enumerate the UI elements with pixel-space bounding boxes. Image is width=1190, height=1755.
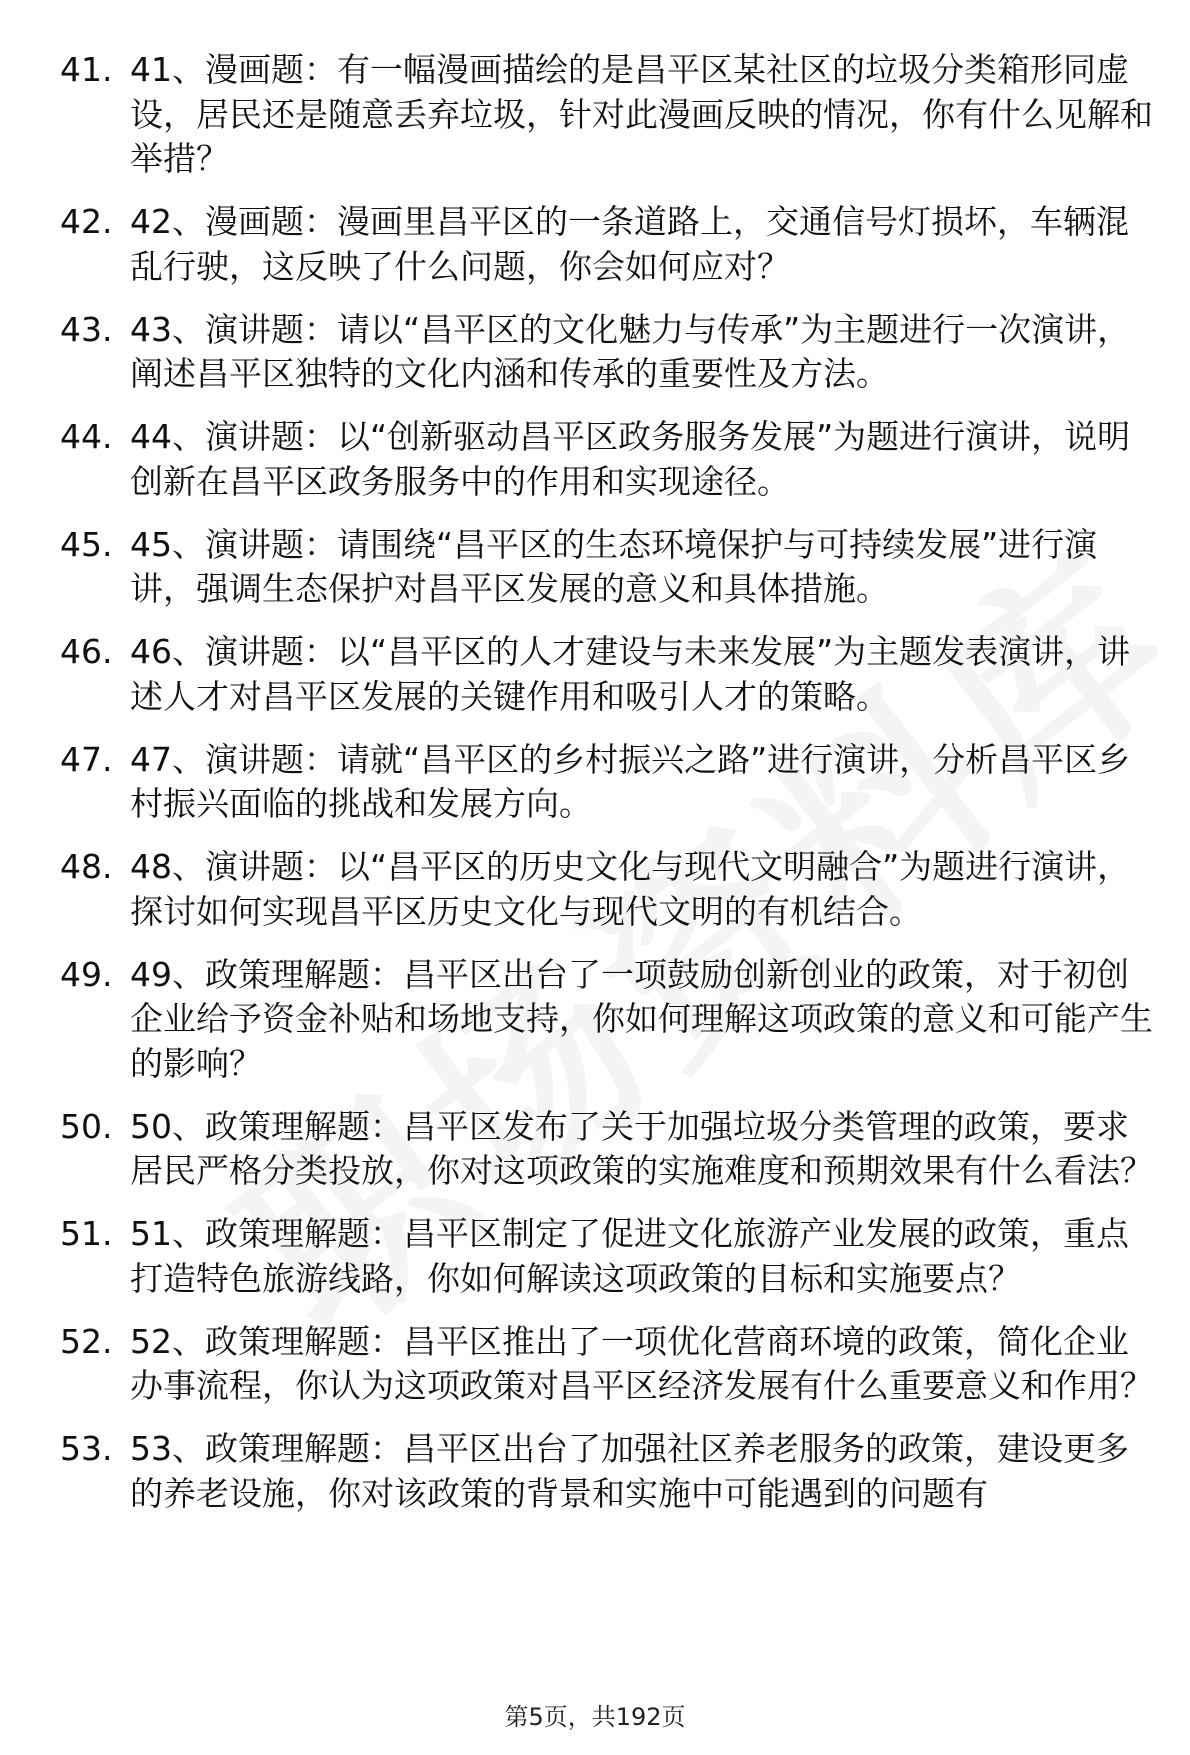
question-item: [60, 953, 1155, 1087]
question-item: [60, 308, 1155, 397]
question-number: 48.: [60, 847, 113, 886]
question-number: 47.: [60, 739, 113, 779]
question-item: [60, 1320, 1155, 1409]
question-text: 47、演讲题：请就“昌平区的乡村振兴之路”进行演讲，分析昌平区乡村振兴面临的挑战和发展方向。: [130, 739, 1131, 823]
question-text: 46、演讲题：以“昌平区的人才建设与未来发展”为主题发表演讲，讲述人才对昌平区发展的关键作用和吸引人才的策略。: [130, 632, 1131, 716]
question-item: [60, 1212, 1155, 1301]
question-item: [60, 200, 1155, 289]
question-number: 52.: [60, 1321, 113, 1361]
question-item: [60, 845, 1155, 934]
question-text: 52、政策理解题：昌平区推出了一项优化营商环境的政策，简化企业办事流程，你认为这项政策对昌平区经济发展有什么重要意义和作用？: [130, 1321, 1153, 1405]
question-item: [60, 738, 1155, 827]
question-number: 50.: [60, 1106, 113, 1146]
question-number: 43.: [60, 309, 113, 349]
question-number: 41.: [60, 50, 113, 89]
question-item: [60, 48, 1155, 182]
question-text: 51、政策理解题：昌平区制定了促进文化旅游产业发展的政策，重点打造特色旅游线路，你如何解读这项政策的目标和实施要点？: [130, 1214, 1129, 1298]
question-number: 45.: [60, 524, 113, 564]
question-list: [60, 48, 1155, 1535]
question-text: 50、政策理解题：昌平区发布了关于加强垃圾分类管理的政策，要求居民严格分类投放，你对这项政策的实施难度和预期效果有什么看法？: [130, 1106, 1153, 1190]
question-number: 53.: [60, 1429, 113, 1468]
page-footer: 第5页，共192页: [504, 1703, 686, 1731]
question-text: 48、演讲题：以“昌平区的历史文化与现代文明融合”为题进行演讲，探讨如何实现昌平区历史文化与现代文明的有机结合。: [130, 847, 1131, 931]
question-number: 44.: [60, 417, 113, 456]
question-item: [60, 630, 1155, 719]
question-text: 41、漫画题：有一幅漫画描绘的是昌平区某社区的垃圾分类箱形同虚设，居民还是随意丢弃垃圾，针对此漫画反映的情况，你有什么见解和举措？: [130, 50, 1153, 178]
question-item: [60, 1105, 1155, 1194]
question-number: 42.: [60, 202, 113, 241]
question-item: [60, 523, 1155, 612]
question-text: 45、演讲题：请围绕“昌平区的生态环境保护与可持续发展”进行演讲，强调生态保护对昌平区发展的意义和具体措施。: [130, 524, 1098, 608]
question-item: [60, 415, 1155, 504]
question-text: 49、政策理解题：昌平区出台了一项鼓励创新创业的政策，对于初创企业给予资金补贴和场地支持，你如何理解这项政策的意义和可能产生的影响？: [130, 954, 1153, 1083]
question-number: 46.: [60, 632, 113, 671]
question-text: 43、演讲题：请以“昌平区的文化魅力与传承”为主题进行一次演讲，阐述昌平区独特的文化内涵和传承的重要性及方法。: [130, 309, 1131, 393]
question-item: [60, 1427, 1155, 1516]
question-text: 44、演讲题：以“创新驱动昌平区政务服务发展”为题进行演讲，说明创新在昌平区政务服务中的作用和实现途径。: [130, 417, 1131, 501]
question-text: 53、政策理解题：昌平区出台了加强社区养老服务的政策，建设更多的养老设施，你对该政策的背景和实施中可能遇到的问题有: [130, 1429, 1129, 1513]
question-number: 51.: [60, 1214, 113, 1253]
question-number: 49.: [60, 954, 113, 994]
question-text: 42、漫画题：漫画里昌平区的一条道路上，交通信号灯损坏，车辆混乱行驶，这反映了什么问题，你会如何应对？: [130, 202, 1129, 286]
